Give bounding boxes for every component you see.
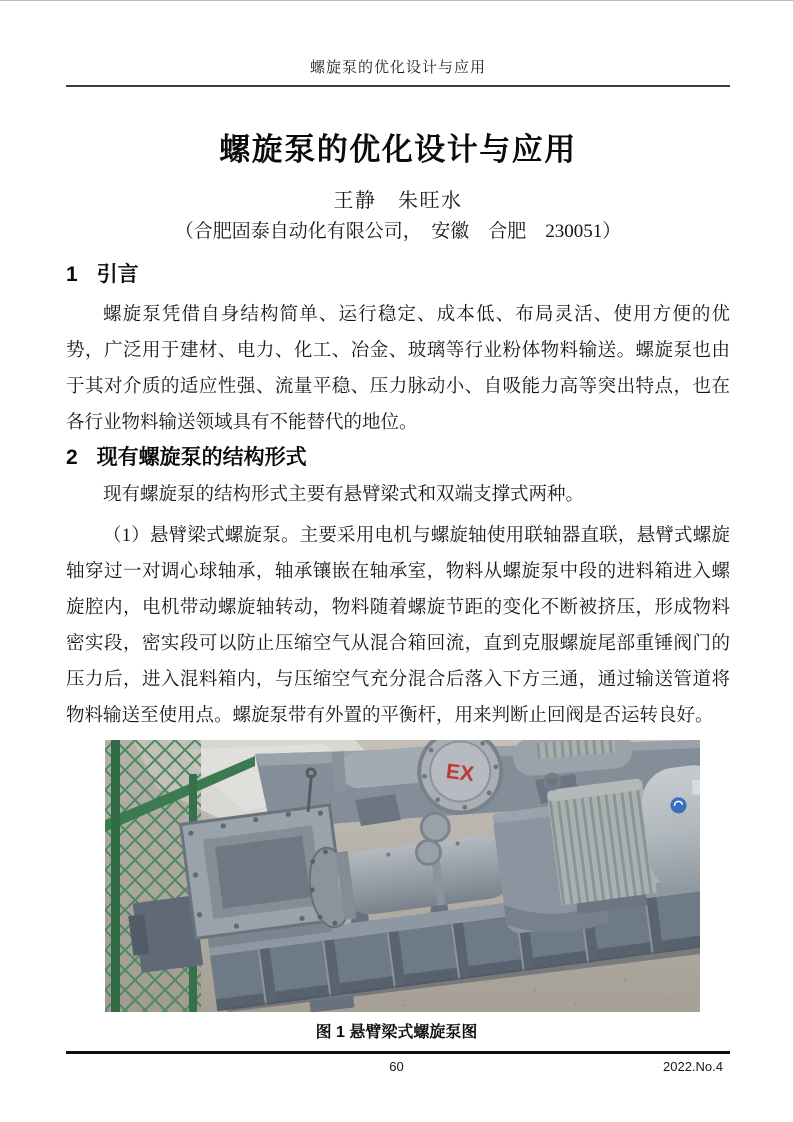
affiliation-line: （合肥固泰自动化有限公司， 安徽 合肥 230051） [174,221,622,242]
page-title: 螺旋泵的优化设计与应用 [219,132,577,167]
section-2-paragraph-2: （1）悬臂梁式螺旋泵。主要采用电机与螺旋轴使用联轴器直联，悬臂式螺旋轴穿过一对调心球轴承，轴承镶嵌在轴承室，物料从螺旋泵中段的进料箱进入螺旋腔内，电机带动螺旋轴转动，物料随着螺旋节距的变化不断被挤压，形成物料密实段，密实段可以防止压缩空气从混合箱回流，直到克服螺旋尾部重锤阀门的压力后，进入混料箱内，与压缩空气充分混合后落入下方三通，通过输送管道将物料输送至使用点。螺旋泵带有外置的平衡杆，用来判断止回阀是否运转良好。 [66,526,730,726]
footer-divider [66,1051,730,1054]
section-2-heading [66,443,730,473]
document-page [0,1,793,1122]
figure-1-photo [105,740,700,1012]
section-2-number: 2 [66,446,78,469]
motor-nameplate [692,779,700,795]
header-divider [66,85,730,87]
section-2-label: 现有螺旋泵的结构形式 [96,446,307,469]
authors-line: 王静 朱旺水 [333,190,463,212]
section-2-paragraph-1: 现有螺旋泵的结构形式主要有悬臂梁式和双端支撑式两种。 [103,485,585,505]
running-header: 螺旋泵的优化设计与应用 [309,60,486,76]
section-1-label: 引言 [96,263,139,286]
section-1-paragraph: 螺旋泵凭借自身结构简单、运行稳定、成本低、布局灵活、使用方便的优势，广泛用于建材、电力、化工、冶金、玻璃等行业粉体物料输送。螺旋泵也由于其对介质的适应性强、流量平稳、压力脉动小、自吸能力高等突出特点，也在各行业物料输送领域具有不能替代的地位。 [66,305,730,433]
issue-label: 2022.No.4 [663,1059,723,1074]
section-1-number: 1 [66,263,78,286]
section-1-heading [66,260,730,290]
ex-label: EX [444,760,476,787]
page-number: 60 [389,1059,404,1074]
screw-pump-photo-illustration [105,740,700,1012]
figure-1-caption: 图 1 悬臂梁式螺旋泵图 [315,1024,478,1041]
